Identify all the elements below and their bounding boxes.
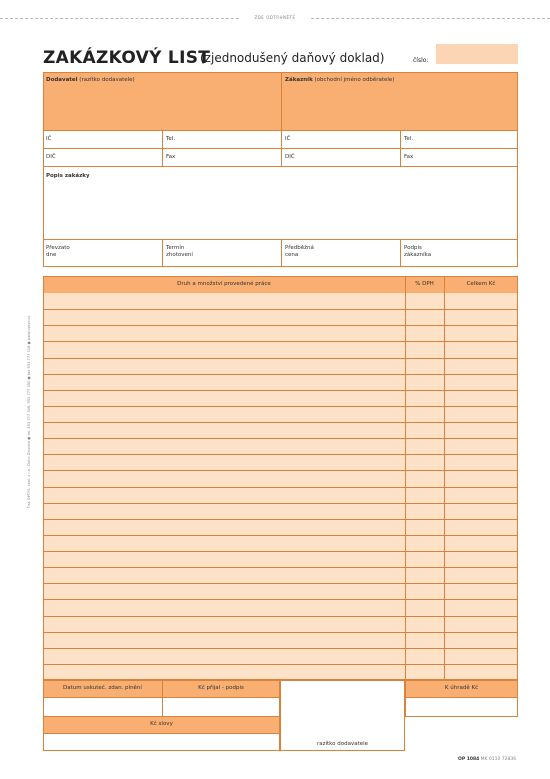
col-header-total: Celkem Kč [466, 281, 496, 287]
table-row-line [43, 358, 518, 359]
table-row-line [43, 438, 518, 439]
order-description-area[interactable] [44, 182, 517, 238]
table-row-line [43, 422, 518, 423]
number-field[interactable] [436, 44, 518, 64]
form-code: OP 1084 MK 0110 72836 [458, 757, 517, 762]
table-row-line [43, 454, 518, 455]
table-row-line [43, 535, 518, 536]
table-row-line [43, 503, 518, 504]
table-row-line [43, 632, 518, 633]
table-row-line [43, 406, 518, 407]
number-label: číslo: [413, 57, 429, 64]
table-row-line [43, 325, 518, 326]
table-row-line [43, 470, 518, 471]
words-label: Kč slovy [150, 721, 173, 727]
table-row-line [43, 599, 518, 600]
received-date-label: Převzato dne [46, 245, 70, 258]
table-row-line [43, 309, 518, 310]
supplier-ic-label: IČ [46, 136, 52, 142]
cut-label: ZDE ODTRHNĚTE [240, 15, 310, 20]
received-signature-field[interactable] [163, 698, 279, 715]
printer-info: Tisk OPTYS, spol. s r.o., Dolní Životice ● tel. 553 777 306, 553 777 350 ● fax 553 777 318 ● www.optys.cz [27, 315, 31, 509]
supplier-fax-label: Fax [166, 154, 176, 160]
date-label: Datum uskuteč. zdan. plnění [63, 685, 142, 691]
order-description-label: Popis zakázky [46, 173, 90, 179]
table-row-line [43, 551, 518, 552]
supplier-label: Dodavatel (razítko dodavatele) [46, 77, 135, 83]
customer-ic-label: IČ [285, 136, 291, 142]
table-row-line [43, 519, 518, 520]
table-row-line [43, 664, 518, 665]
customer-label: Zákazník (obchodní jméno odběratele) [285, 77, 395, 83]
col-header-work: Druh a množství provedené práce [177, 281, 271, 287]
table-row-line [43, 341, 518, 342]
page-subtitle: (zjednodušený daňový doklad) [200, 51, 385, 65]
customer-dic-label: DIČ [285, 154, 295, 160]
table-row-line [43, 583, 518, 584]
to-pay-label: K úhradě Kč [444, 685, 479, 691]
customer-signature-label: Podpis zákazníka [404, 245, 432, 258]
received-label: Kč přijal - podpis [198, 685, 244, 691]
amount-in-words-field[interactable] [44, 734, 279, 750]
table-row-line [43, 487, 518, 488]
table-row-line [43, 390, 518, 391]
supplier-dic-label: DIČ [46, 154, 56, 160]
table-row-line [43, 374, 518, 375]
col-header-vat: % DPH [415, 281, 434, 287]
estimated-price-label: Předběžná cena [285, 245, 314, 258]
table-row-line [43, 648, 518, 649]
deadline-label: Termín zhotovení [166, 245, 193, 258]
work-table-frame [43, 276, 518, 680]
table-row-line [43, 616, 518, 617]
page-title: ZAKÁZKOVÝ LIST [43, 48, 211, 68]
date-field[interactable] [44, 698, 161, 715]
stamp-label: razítko dodavatele [316, 741, 369, 747]
supplier-tel-label: Tel. [166, 136, 176, 142]
customer-tel-label: Tel. [404, 136, 414, 142]
table-row-line [43, 567, 518, 568]
customer-fax-label: Fax [404, 154, 414, 160]
to-pay-field[interactable] [406, 698, 517, 716]
